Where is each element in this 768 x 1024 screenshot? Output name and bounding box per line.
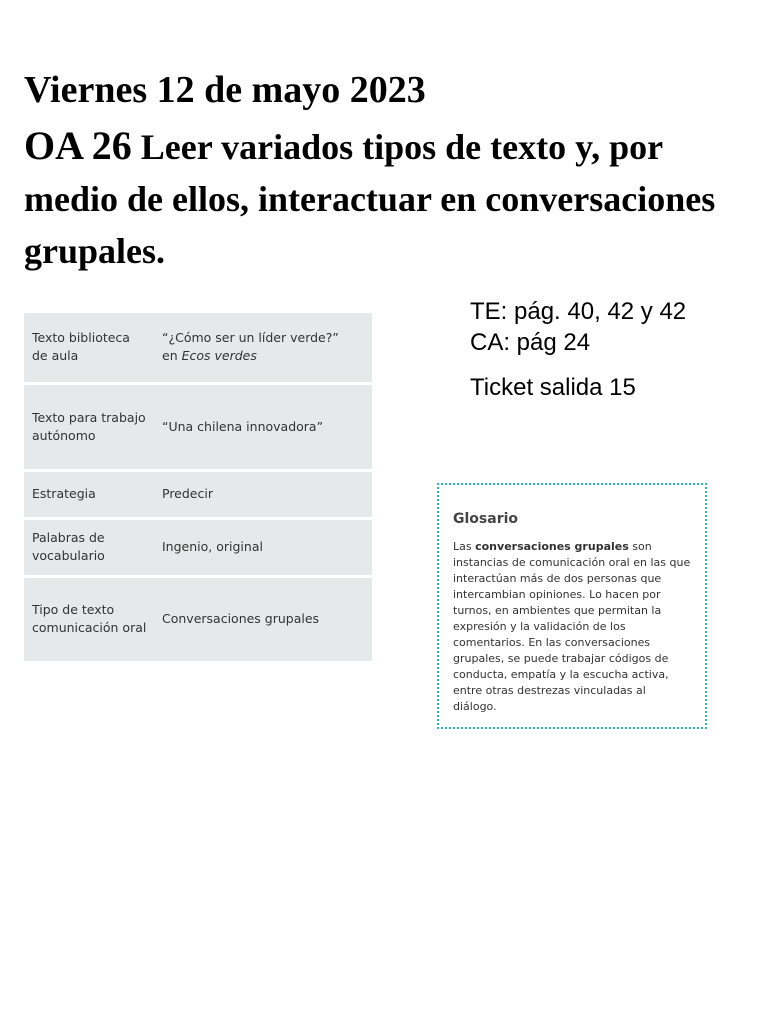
glossary-body: son instancias de comunicación oral en las que interactúan más de dos personas que intercambian opiniones. Lo hacen por turnos, en ambientes que permitan la expresión y la validación de los comentarios. En las conversaciones grupales, se puede trabajar códigos de conducta, empatía y la escucha activa, entre otras destrezas vinculadas al diálogo.: [453, 540, 691, 713]
exit-ticket: Ticket salida 15: [470, 374, 636, 401]
table-row: [24, 576, 372, 661]
date-heading: Viernes 12 de mayo 2023: [24, 69, 426, 111]
page-references: [470, 296, 686, 403]
row-value: Ingenio, original: [162, 539, 263, 554]
ca-reference: CA: pág 24: [470, 329, 591, 356]
te-reference: TE: pág. 40, 42 y 42: [470, 298, 687, 325]
row-key: Texto biblioteca de aula: [32, 330, 130, 364]
objective-text: Leer variados tipos de texto y, por medio de ellos, interactuar en conversaciones grupales.: [24, 127, 716, 271]
glossary-box: [437, 483, 707, 729]
row-key: Texto para trabajo autónomo: [32, 409, 146, 443]
row-key: Palabras de vocabulario: [32, 530, 105, 563]
row-value: Predecir: [162, 486, 213, 501]
lesson-info-table: [24, 313, 372, 661]
row-key: Estrategia: [32, 486, 96, 501]
book-prefix: en: [162, 348, 182, 364]
row-value: Conversaciones grupales: [162, 611, 320, 627]
table-row: [24, 518, 372, 576]
objective-code: OA 26: [24, 123, 132, 168]
row-value: [154, 313, 372, 383]
row-value: “Una chilena innovadora”: [162, 418, 324, 434]
learning-objective: [24, 120, 764, 277]
table-row: [24, 470, 372, 518]
glossary-term: conversaciones grupales: [475, 540, 629, 553]
table-row: [24, 383, 372, 470]
glossary-definition: [453, 539, 691, 715]
table-row: [24, 313, 372, 383]
book-title: “¿Cómo ser un líder verde?”: [162, 330, 339, 346]
book-collection: Ecos verdes: [181, 348, 257, 364]
glossary-title: Glosario: [453, 511, 519, 527]
row-key: Tipo de texto comunicación oral: [32, 602, 147, 636]
glossary-intro: Las: [453, 540, 476, 553]
